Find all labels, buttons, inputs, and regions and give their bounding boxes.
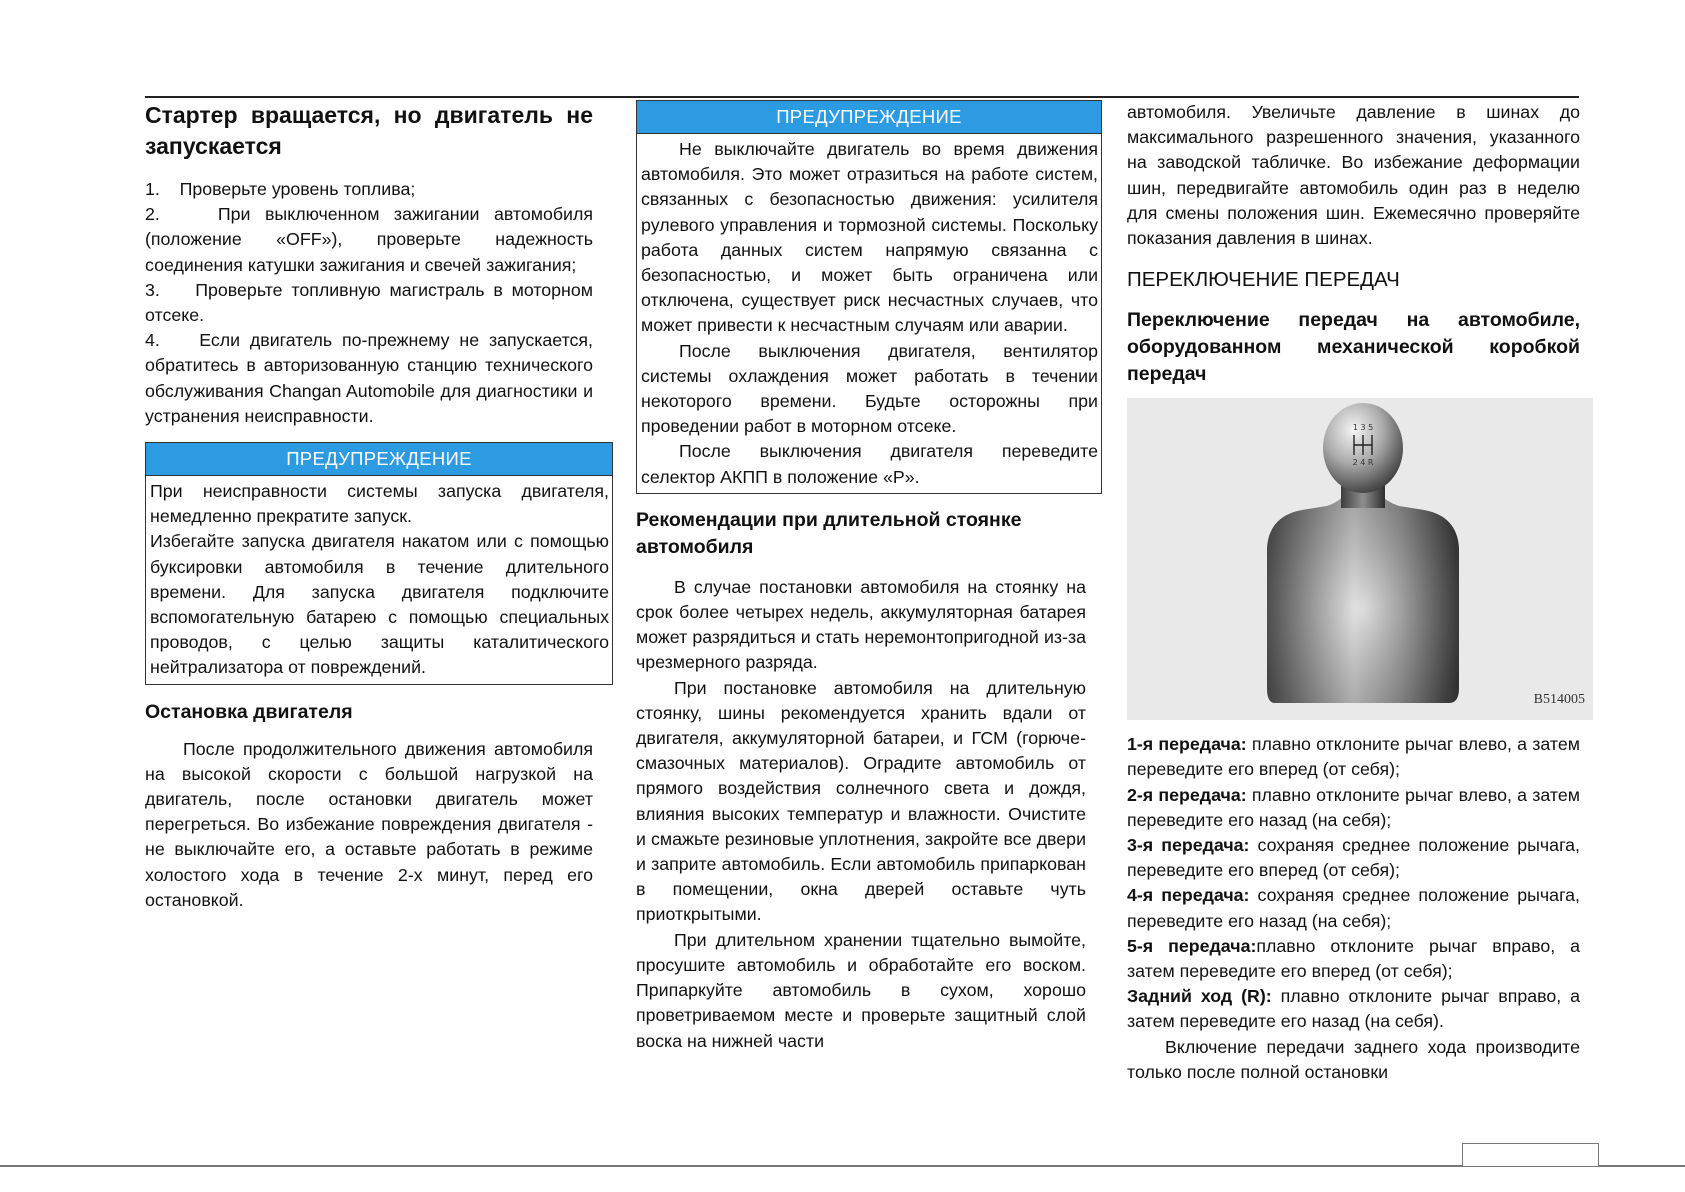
step-item: 3. Проверьте топливную магистраль в моторном отсеке. <box>145 279 598 326</box>
warning-text: Не выключайте двигатель во время движения автомобиля. Это может отразиться на работе систем, связанных с безопасностью движения: усилителя рулевого управления и тормозной системы. Поскольку работа данных систем напрямую связанна с безопасностью, и может быть ограничена или отключена, существует риск несчастных случаев, что может привести к несчастным случаям или аварии. <box>641 139 1098 336</box>
parking-text: При длительном хранении тщательно вымойте, просушите автомобиль и обработайте его воском. Припаркуйте автомобиль в сухом, хорошо проветриваемом месте и проверьте защитный слой воска на нижней части <box>636 929 1086 1051</box>
gear-text: сохраняя среднее положение рычага, переведите его вперед (от себя); <box>1127 835 1580 881</box>
gear-item <box>1127 984 1580 1034</box>
warning-title: ПРЕДУПРЕЖДЕНИЕ <box>146 443 612 476</box>
title-line-2: запускается <box>145 133 282 159</box>
warning-text: При неисправности системы запуска двигателя, немедленно прекратите запуск. <box>150 481 609 527</box>
gear-text: сохраняя среднее положение рычага, переведите его назад (на себя); <box>1127 885 1580 931</box>
step-item: 1. Проверьте уровень топлива; <box>145 179 416 199</box>
gear-label: 3-я передача: <box>1127 835 1250 856</box>
footer-line <box>0 1165 1685 1167</box>
reverse-note: Включение передачи заднего хода производите только после полной остановки <box>1127 1036 1580 1082</box>
warning-box <box>145 442 613 685</box>
step-item: 2. При выключенном зажигании автомобиля (положение «OFF»), проверьте надежность соединения катушки зажигания и свечей зажигания; <box>145 204 598 275</box>
subheading-manual-gearbox: Переключение передач на автомобиле, оборудованном механической коробкой передач <box>1127 309 1580 386</box>
column-2 <box>636 100 1102 1054</box>
gear-text: плавно отклоните рычаг вправо, а затем переведите его назад (на себя). <box>1127 986 1581 1032</box>
gear-item <box>1127 883 1580 933</box>
warning-text: Избегайте запуска двигателя накатом или с помощью буксировки автомобиля в течение длительного времени. Для запуска двигателя подключите вспомогательную батарею с помощью специальных проводов, с целью защиты каталитического нейтрализатора от повреждений. <box>150 531 609 678</box>
section-heading-gear-shift: ПЕРЕКЛЮЧЕНИЕ ПЕРЕДАЧ <box>1127 268 1400 292</box>
warning-box <box>636 100 1102 494</box>
gear-item <box>1127 783 1580 833</box>
gear-item <box>1127 934 1580 984</box>
gear-text: плавно отклоните рычаг влево, а затем переведите его назад (на себя); <box>1127 784 1580 830</box>
steps-list <box>145 177 598 429</box>
engine-stop-text: После продолжительного движения автомобиля на высокой скорости с большой нагрузкой на двигатель, после остановки двигатель может перегреться. Во избежание повреждения двигателя - не выключайте его, а оставьте работать в режиме холостого хода в течение 2-х минут, перед его остановкой. <box>145 738 593 910</box>
column-3 <box>1127 100 1585 1085</box>
gear-label: 2-я передача: <box>1127 784 1247 805</box>
step-item: 4. Если двигатель по-прежнему не запускается, обратитесь в авторизованную станцию технического обслуживания Changan Automobile для диагностики и устранения неисправности. <box>145 330 598 426</box>
knob-bottom-numbers: 2 4 R <box>1352 458 1374 468</box>
gear-list <box>1127 732 1580 1085</box>
continued-text: автомобиля. Увеличьте давление в шинах до максимального разрешенного значения, указанного на заводской табличке. Во избежание деформации шин, передвигайте автомобиль один раз в неделю для смены положения шин. Ежемесячно проверяйте показания давления в шинах. <box>1127 102 1580 249</box>
section-title-starter <box>145 100 593 162</box>
warning-text: После выключения двигателя переведите селектор АКПП в положение «P». <box>641 441 1098 487</box>
top-rule <box>145 96 1579 98</box>
gear-label: 4-я передача: <box>1127 885 1250 906</box>
gear-label: 1-я передача: <box>1127 734 1247 755</box>
knob-top-numbers: 1 3 5 <box>1352 423 1374 433</box>
figure-code: B514005 <box>1533 692 1585 708</box>
subheading-long-parking: Рекомендации при длительной стоянке автомобиля <box>636 508 1022 558</box>
gear-text: плавно отклоните рычаг влево, а затем переведите его вперед (от себя); <box>1127 734 1580 780</box>
parking-text: При постановке автомобиля на длительную стоянку, шины рекомендуется хранить вдали от двигателя, аккумуляторной батареи, и ГСМ (горюче-смазочных материалов). Оградите автомобиль от прямого воздействия солнечного света и дождя, влияния высоких температур и влажности. Очистите и смажьте резиновые уплотнения, закройте все двери и заприте автомобиль. Если автомобиль припаркован в помещении, окна дверей оставьте чуть приоткрытыми. <box>636 677 1086 925</box>
parking-text: В случае постановки автомобиля на стоянку на срок более четырех недель, аккумуляторная батарея может разрядиться и стать неремонтопригодной из-за чрезмерного разряда. <box>636 576 1086 673</box>
gear-knob-figure <box>1127 398 1593 720</box>
gear-label: 5-я передача: <box>1127 935 1257 956</box>
gear-item <box>1127 833 1580 883</box>
gear-item <box>1127 732 1580 782</box>
warning-title: ПРЕДУПРЕЖДЕНИЕ <box>637 101 1101 134</box>
page-number-tab <box>1462 1143 1599 1166</box>
warning-text: После выключения двигателя, вентилятор системы охлаждения может работать в течении некоторого времени. Будьте осторожны при проведении работ в моторном отсеке. <box>641 340 1098 437</box>
gear-label: Задний ход (R): <box>1127 986 1272 1007</box>
column-1 <box>145 100 609 913</box>
title-line-1: Стартер вращается, но двигатель не <box>145 102 593 128</box>
gear-text: плавно отклоните рычаг вправо, а затем переведите его вперед (от себя); <box>1127 935 1581 982</box>
subheading-engine-stop: Остановка двигателя <box>145 700 353 723</box>
gear-knob-illustration <box>1127 398 1593 720</box>
